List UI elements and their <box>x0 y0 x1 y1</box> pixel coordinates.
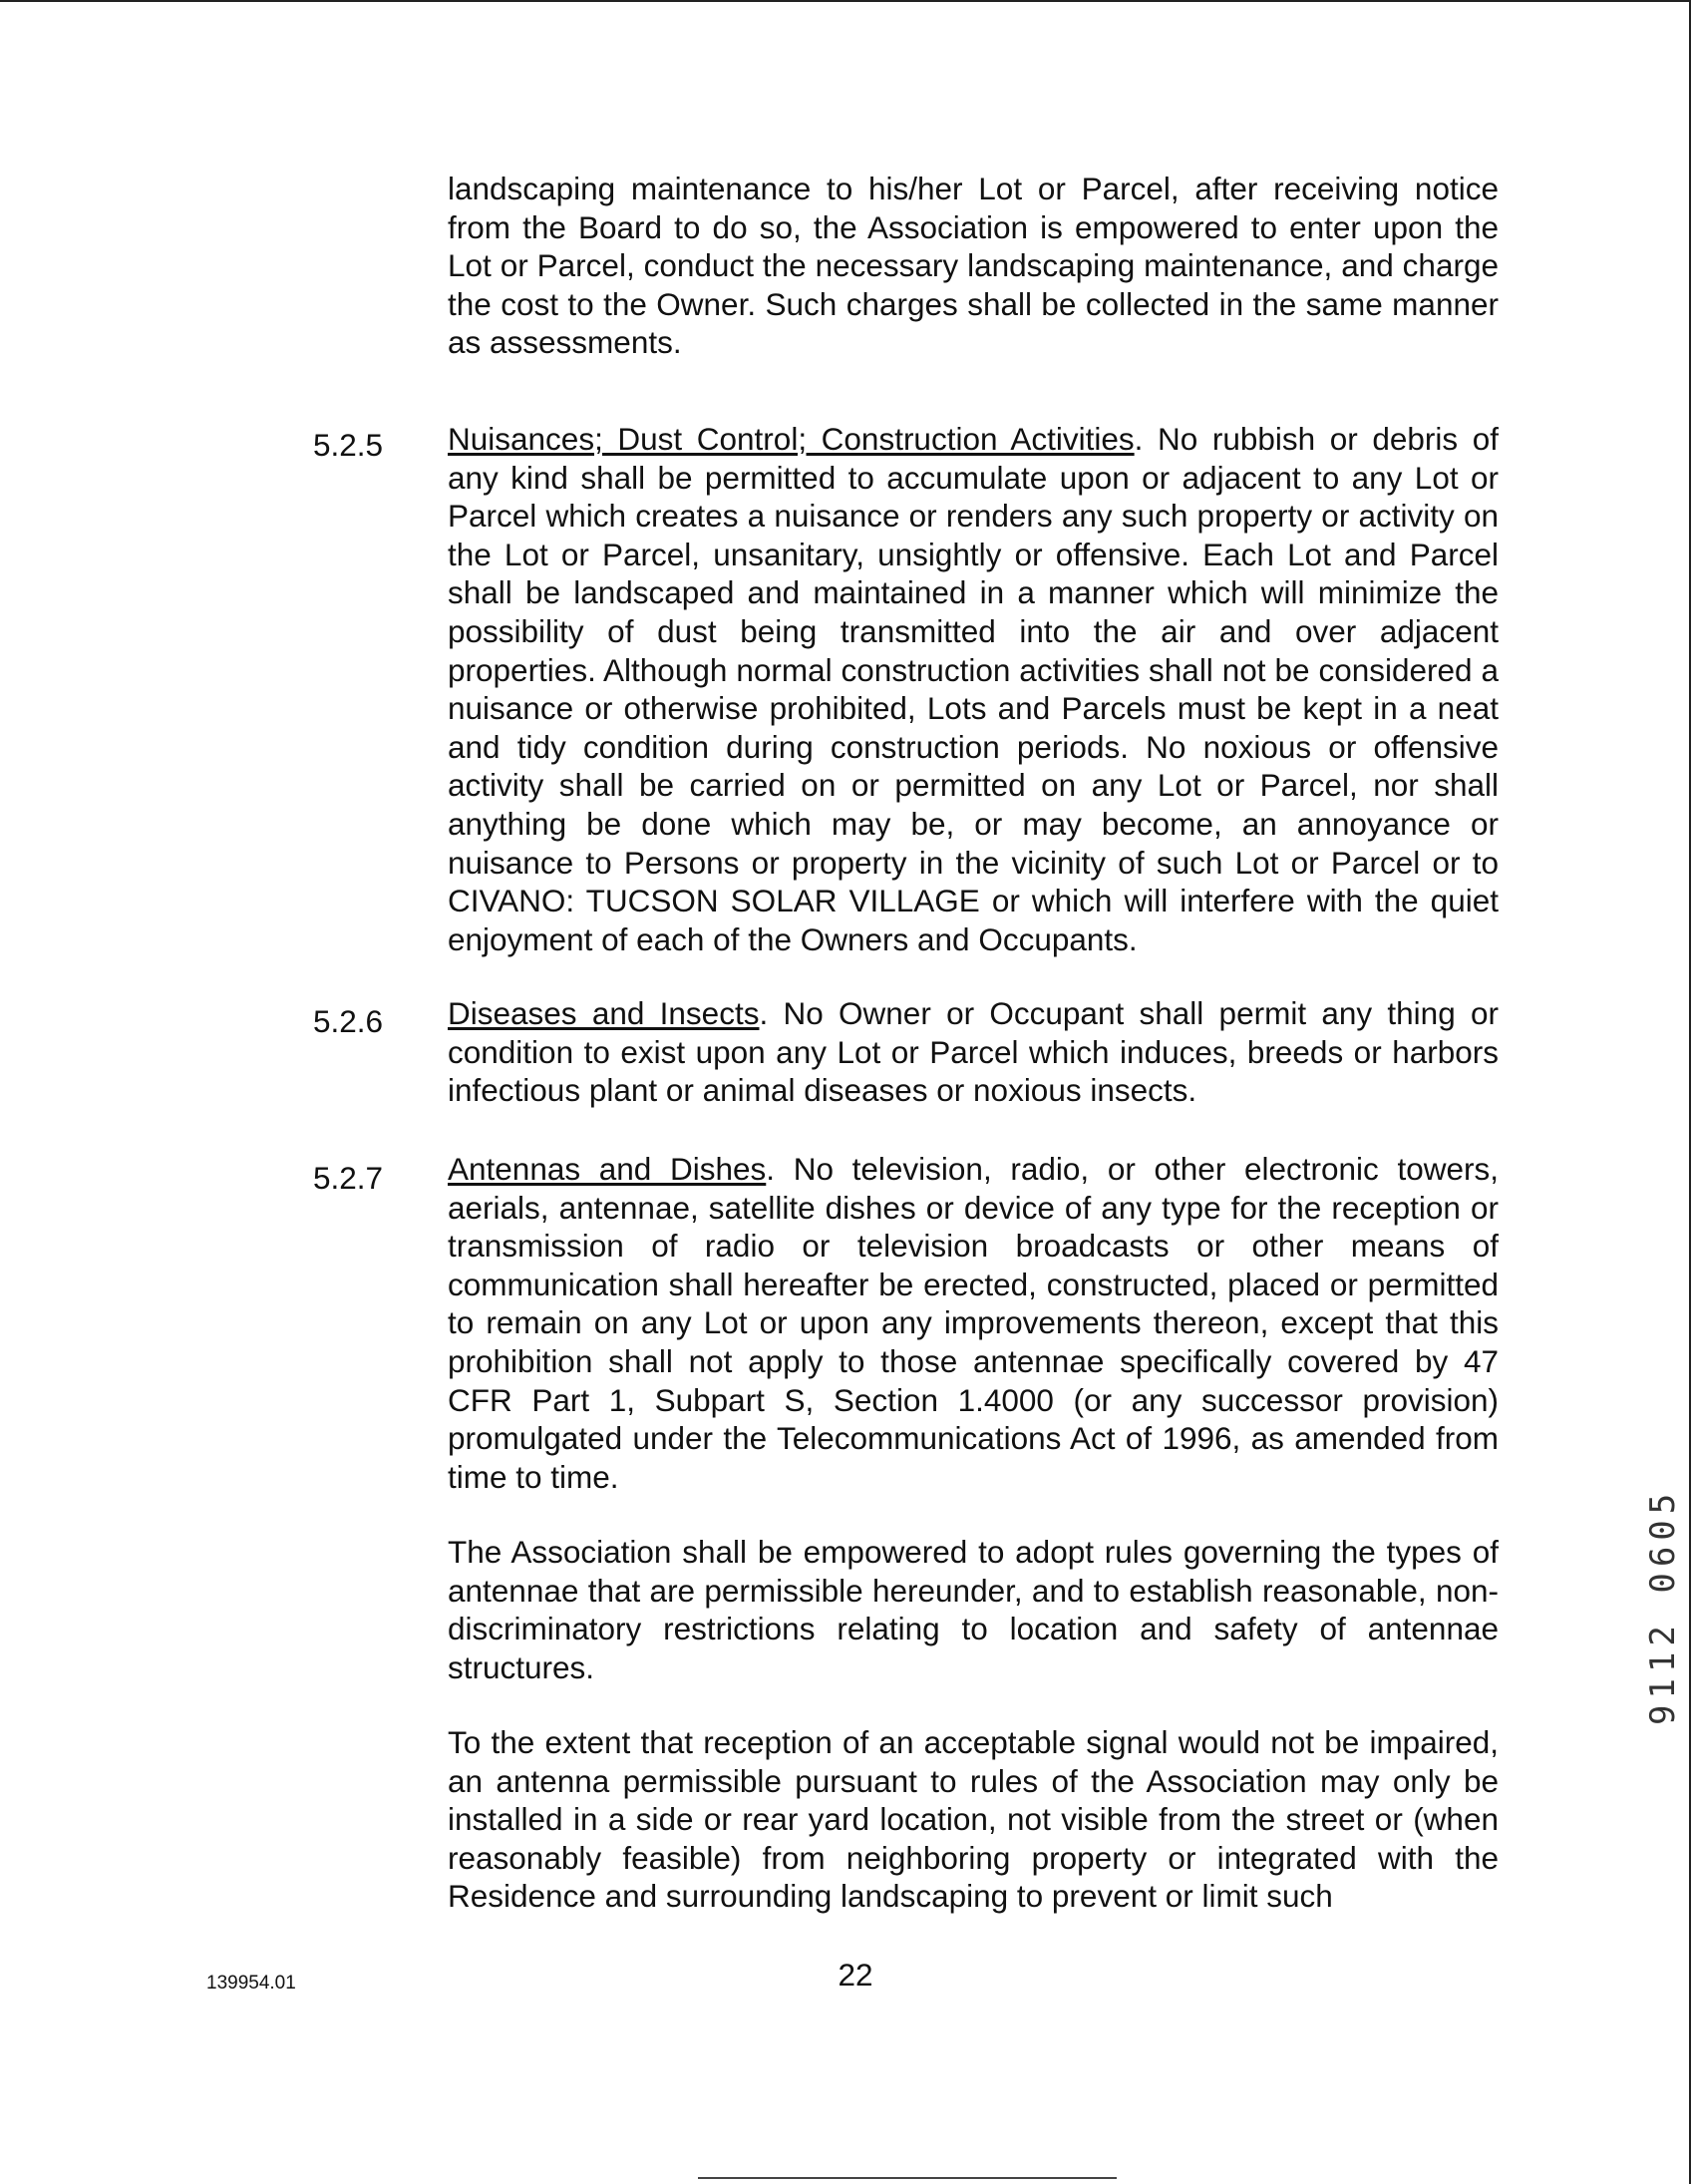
section-number-5-2-5: 5.2.5 <box>313 427 384 463</box>
footer-document-id: 139954.01 <box>206 1973 296 1994</box>
recording-stamp: 9112 0605 <box>1643 1487 1683 1725</box>
section-5-2-6-body: . No Owner or Occupant shall permit any thing or condition to exist upon any Lot or Parcel which induces, breeds or harbors infectious plant or animal diseases or noxious insects. <box>448 995 1500 1109</box>
section-5-2-7-heading: Antennas and Dishes <box>448 1151 767 1187</box>
section-number-5-2-7: 5.2.7 <box>313 1160 384 1196</box>
section-5-2-5-paragraph <box>448 420 1499 958</box>
scan-edge-bottom <box>698 2177 1117 2179</box>
page-number: 22 <box>838 1957 873 1993</box>
section-5-2-5-heading: Nuisances; Dust Control; Construction Activities <box>448 421 1135 457</box>
section-5-2-7-paragraph-3: To the extent that reception of an acceptable signal would not be impaired, an antenna permissible pursuant to rules of the Association may only be installed in a side or rear yard location, not visible from the street or (when reasonably feasible) from neighboring property or integrated with the Residence and surrounding landscaping to prevent or limit such <box>448 1724 1499 1915</box>
section-5-2-5-body: . No rubbish or debris of any kind shall be permitted to accumulate upon or adjacent to any Lot or Parcel which creates a nuisance or renders any such property or activity on the Lot or Parcel, unsanitary, unsightly or offensive. Each Lot and Parcel shall be landscaped and maintained in a manner which will minimize the possibility of dust being transmitted into the air and over adjacent properties. Although normal construction activities shall not be considered a nuisance or otherwise prohibited, Lots and Parcels must be kept in a neat and tidy condition during construction periods. No noxious or offensive activity shall be carried on or permitted on any Lot or Parcel, nor shall anything be done which may be, or may become, an annoyance or nuisance to Persons or property in the vicinity of such Lot or Parcel or to CIVANO: TUCSON SOLAR VILLAGE or which will interfere with the quiet enjoyment of each of the Owners and Occupants. <box>448 421 1499 957</box>
scan-edge-top <box>0 0 1691 2</box>
section-5-2-7-paragraph <box>448 1150 1499 1496</box>
intro-paragraph: landscaping maintenance to his/her Lot or Parcel, after receiving notice from the Board to do so, the Association is empowered to enter upon the Lot or Parcel, conduct the necessary landscaping maintenance, and charge the cost to the Owner. Such charges shall be collected in the same manner as assessments. <box>448 171 1499 361</box>
section-number-5-2-6: 5.2.6 <box>313 1003 384 1039</box>
section-5-2-7-body: . No television, radio, or other electronic towers, aerials, antennae, satellite dishes or device of any type for the reception or transmission of radio or television broadcasts or other means of communication shall hereafter be erected, constructed, placed or permitted to remain on any Lot or upon any improvements thereon, except that this prohibition shall not apply to those antennae specifically covered by 47 CFR Part 1, Subpart S, Section 1.4000 (or any successor provision) promulgated under the Telecommunications Act of 1996, as amended from time to time. <box>448 1151 1499 1495</box>
section-5-2-6-heading: Diseases and Insects <box>448 995 760 1031</box>
section-5-2-6-paragraph <box>448 994 1499 1110</box>
section-5-2-7-paragraph-2: The Association shall be empowered to adopt rules governing the types of antennae that are permissible hereunder, and to establish reasonable, non-discriminatory restrictions relating to location and safety of antennae structures. <box>448 1534 1499 1685</box>
